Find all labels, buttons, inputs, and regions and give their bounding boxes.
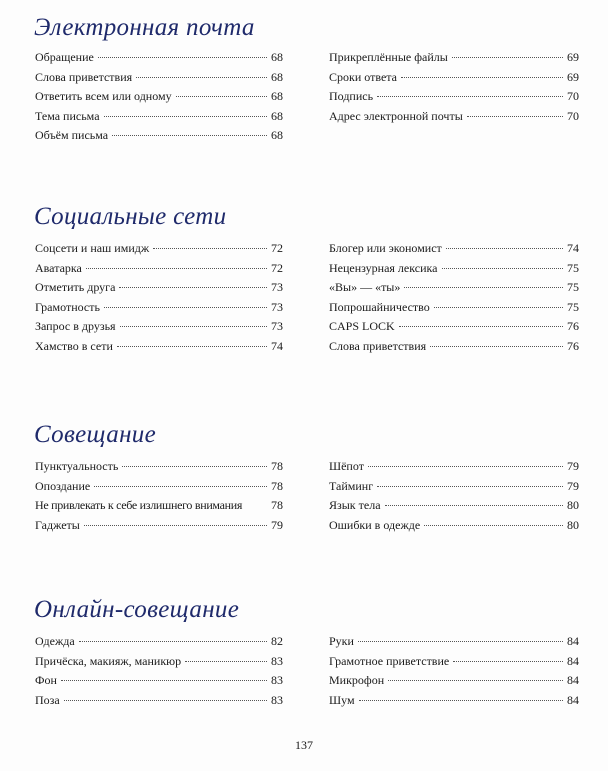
dot-leader	[136, 77, 267, 78]
entry-page: 84	[567, 634, 579, 648]
entry-page: 73	[271, 299, 283, 314]
dot-leader	[452, 57, 563, 58]
toc-entry	[329, 317, 579, 337]
dot-leader	[104, 116, 267, 117]
toc-entry	[35, 239, 283, 259]
dot-leader	[64, 700, 267, 701]
entry-label: Ответить всем или одному	[35, 89, 172, 103]
toc-column-right	[329, 632, 579, 710]
entry-page: 78	[271, 478, 283, 493]
toc-entry	[35, 107, 283, 127]
toc-entry	[35, 671, 283, 691]
entry-page: 74	[271, 338, 283, 353]
dot-leader	[122, 466, 267, 467]
dot-leader	[119, 287, 267, 288]
toc-entry	[35, 48, 283, 68]
entry-label: Запрос в друзья	[35, 319, 116, 333]
dot-leader	[98, 57, 267, 58]
entry-page: 82	[271, 634, 283, 648]
toc-entry	[35, 496, 283, 516]
entry-label: Грамотное приветствие	[329, 653, 450, 668]
entry-label: Руки	[329, 634, 354, 648]
entry-page: 76	[567, 319, 579, 333]
entry-label: Тайминг	[329, 478, 374, 493]
entry-label: «Вы» — «ты»	[329, 280, 401, 294]
dot-leader	[446, 248, 563, 249]
section-title: Совещание	[34, 421, 156, 448]
dot-leader	[153, 248, 267, 249]
toc-entry	[329, 48, 579, 68]
section-title: Электронная почта	[34, 14, 255, 41]
dot-leader	[401, 77, 563, 78]
entry-page: 72	[271, 260, 283, 275]
toc-entry	[329, 457, 579, 477]
dot-leader	[120, 326, 267, 327]
entry-page: 70	[567, 89, 579, 103]
toc-entry	[329, 68, 579, 88]
dot-leader	[117, 346, 267, 347]
entry-label: Пунктуальность	[35, 459, 119, 473]
entry-label: Гаджеты	[35, 517, 80, 532]
entry-page: 68	[271, 128, 283, 142]
entry-page: 68	[271, 50, 283, 64]
entry-page: 80	[567, 498, 579, 512]
entry-label: Аватарка	[35, 260, 82, 275]
entry-page: 84	[567, 692, 579, 707]
dot-leader	[84, 525, 267, 526]
toc-column-right	[329, 457, 579, 535]
entry-page: 70	[567, 108, 579, 123]
entry-label: Не привлекать к себе излишнего внимания	[35, 498, 243, 512]
dot-leader	[377, 486, 563, 487]
toc-entry	[35, 126, 283, 146]
entry-label: Сроки ответа	[329, 69, 397, 84]
dot-leader	[377, 96, 563, 97]
page-number: 137	[295, 738, 313, 752]
entry-label: Ошибки в одежде	[329, 517, 421, 532]
entry-label: Тема письма	[35, 108, 100, 123]
entry-page: 68	[271, 108, 283, 123]
toc-entry	[329, 298, 579, 318]
entry-label: Объём письма	[35, 128, 109, 142]
toc-column-left	[35, 632, 283, 710]
toc-entry	[329, 239, 579, 259]
toc-entry	[35, 259, 283, 279]
toc-entry	[35, 317, 283, 337]
toc-entry	[329, 632, 579, 652]
toc-entry	[35, 278, 283, 298]
entry-page: 84	[567, 653, 579, 668]
entry-page: 69	[567, 69, 579, 84]
dot-leader	[185, 661, 267, 662]
dot-leader	[385, 505, 563, 506]
toc-column-right	[329, 239, 579, 356]
toc-entry	[35, 87, 283, 107]
entry-page: 78	[271, 459, 283, 473]
dot-leader	[399, 326, 563, 327]
toc-entry	[35, 337, 283, 357]
dot-leader	[79, 641, 267, 642]
dot-leader	[404, 287, 563, 288]
entry-page: 83	[271, 653, 283, 668]
dot-leader	[61, 680, 267, 681]
dot-leader	[358, 641, 563, 642]
dot-leader	[467, 116, 563, 117]
toc-column-right	[329, 48, 579, 126]
entry-label: Подпись	[329, 89, 374, 103]
entry-page: 79	[567, 459, 579, 473]
entry-page: 79	[271, 517, 283, 532]
toc-entry	[329, 516, 579, 536]
entry-page: 74	[567, 241, 579, 255]
toc-entry	[35, 652, 283, 672]
dot-leader	[359, 700, 563, 701]
entry-page: 75	[567, 260, 579, 275]
entry-label: Язык тела	[329, 498, 381, 512]
entry-label: Соцсети и наш имидж	[35, 241, 150, 255]
dot-leader	[453, 661, 563, 662]
entry-label: Шёпот	[329, 459, 364, 473]
entry-label: Опоздание	[35, 478, 91, 493]
entry-label: Грамотность	[35, 299, 100, 314]
entry-label: Хамство в сети	[35, 338, 113, 353]
entry-page: 69	[567, 50, 579, 64]
entry-label: Шум	[329, 692, 355, 707]
toc-entry	[35, 477, 283, 497]
entry-page: 76	[567, 338, 579, 353]
entry-page: 68	[271, 89, 283, 103]
entry-label: Попрошайничество	[329, 299, 430, 314]
entry-page: 75	[567, 299, 579, 314]
entry-label: Причёска, макияж, маникюр	[35, 653, 182, 668]
toc-entry	[329, 337, 579, 357]
entry-label: Поза	[35, 692, 60, 707]
entry-page: 73	[271, 319, 283, 333]
entry-page: 78	[271, 498, 283, 512]
toc-entry	[35, 632, 283, 652]
entry-page: 72	[271, 241, 283, 255]
dot-leader	[388, 680, 563, 681]
dot-leader	[434, 307, 563, 308]
dot-leader	[430, 346, 563, 347]
entry-label: Отметить друга	[35, 280, 116, 294]
toc-entry	[35, 691, 283, 711]
dot-leader	[112, 135, 267, 136]
dot-leader	[176, 96, 267, 97]
entry-page: 83	[271, 692, 283, 707]
entry-label: Прикреплённые файлы	[329, 50, 448, 64]
toc-entry	[329, 691, 579, 711]
toc-entry	[329, 477, 579, 497]
toc-entry	[329, 278, 579, 298]
entry-label: Микрофон	[329, 673, 385, 687]
dot-leader	[86, 268, 267, 269]
entry-label: Слова приветствия	[35, 69, 133, 84]
entry-label: CAPS LOCK	[329, 319, 395, 333]
entry-label: Блогер или экономист	[329, 241, 442, 255]
dot-leader	[94, 486, 267, 487]
toc-entry	[35, 298, 283, 318]
dot-leader	[104, 307, 267, 308]
entry-label: Слова приветствия	[329, 338, 427, 353]
dot-leader	[368, 466, 563, 467]
toc-entry	[329, 671, 579, 691]
entry-page: 79	[567, 478, 579, 493]
toc-entry	[329, 496, 579, 516]
toc-column-left	[35, 239, 283, 356]
entry-page: 75	[567, 280, 579, 294]
entry-label: Фон	[35, 673, 57, 687]
toc-column-left	[35, 48, 283, 146]
entry-page: 68	[271, 69, 283, 84]
entry-label: Одежда	[35, 634, 75, 648]
toc-entry	[35, 457, 283, 477]
section-title: Онлайн-совещание	[34, 596, 240, 623]
entry-label: Адрес электронной почты	[329, 108, 463, 123]
toc-column-left	[35, 457, 283, 535]
toc-entry	[329, 87, 579, 107]
dot-leader	[424, 525, 563, 526]
toc-entry	[329, 652, 579, 672]
entry-page: 73	[271, 280, 283, 294]
toc-entry	[329, 259, 579, 279]
toc-entry	[329, 107, 579, 127]
toc-entry	[35, 68, 283, 88]
entry-label: Нецензурная лексика	[329, 260, 438, 275]
entry-label: Обращение	[35, 50, 94, 64]
dot-leader	[442, 268, 564, 269]
toc-entry	[35, 516, 283, 536]
section-title: Социальные сети	[34, 203, 227, 230]
entry-page: 84	[567, 673, 579, 687]
entry-page: 83	[271, 673, 283, 687]
entry-page: 80	[567, 517, 579, 532]
